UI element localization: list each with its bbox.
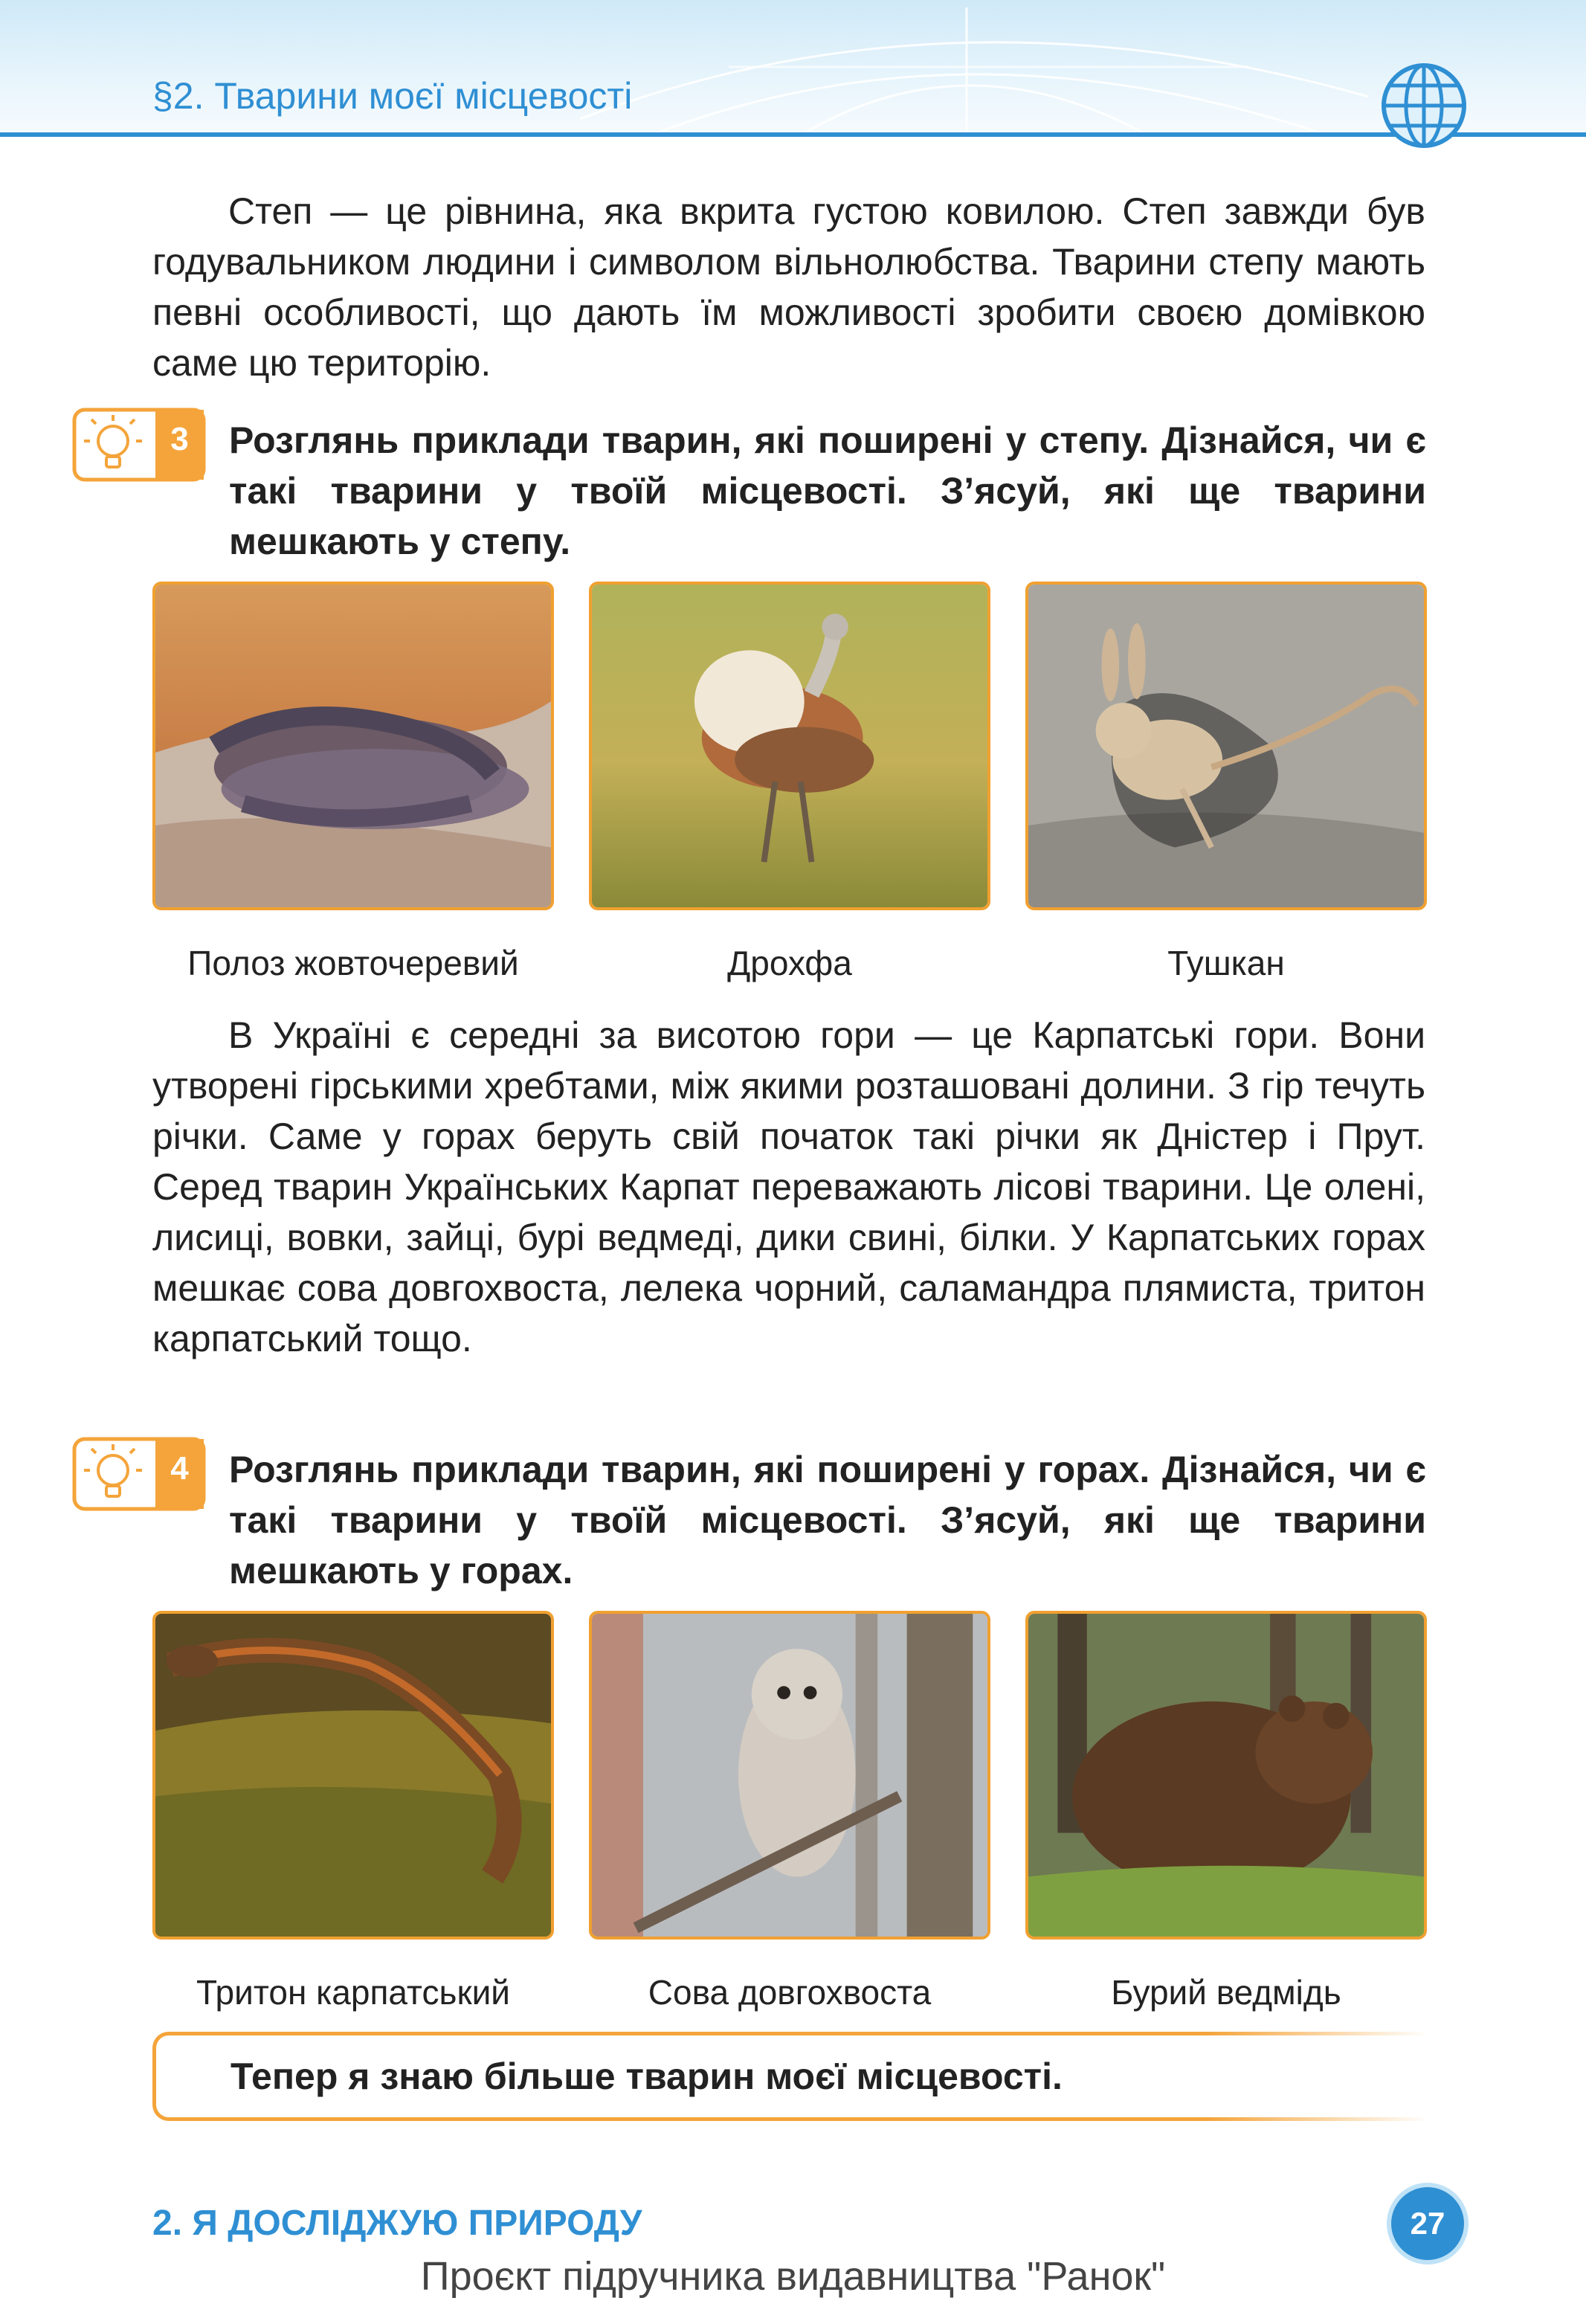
photo-snake [152,582,554,910]
caption-bustard: Дрохфа [727,944,852,982]
task-4-text: Розглянь приклади тварин, які поширені у горах. Дізнайся, чи є такі тварини у твоїй місцевості. З’ясуй, які ще тварини мешкають у горах. [229,1449,1426,1591]
caption-jerboa: Тушкан [1167,944,1285,982]
task-3-number: 3 [170,421,189,457]
header-decoration [580,7,1368,134]
page-number: 27 [1387,2183,1469,2265]
caption-newt: Тритон карпатський [196,1973,510,2012]
photo-owl [589,1611,990,1940]
task-3-text: Розглянь приклади тварин, які поширені у степу. Дізнайся, чи є такі тварини у твоїй місцевості. З’ясуй, які ще тварини мешкають у степу. [229,419,1426,562]
page-title: §2. Тварини моєї місцевості [152,75,633,117]
photo-jerboa [1025,582,1427,910]
caption-owl: Сова довгохвоста [648,1973,932,2012]
caption-snake: Полоз жовточеревий [187,944,519,982]
footer-section-title: 2. Я ДОСЛІДЖУЮ ПРИРОДУ [152,2204,642,2243]
globe-icon [1379,61,1469,150]
photo-newt [152,1611,554,1940]
footer-note: Проєкт підручника видавництва "Ранок" [420,2254,1166,2299]
intro-paragraph: Степ — це рівнина, яка вкрита густою ковилою. Степ завжди був годувальником людини і символом вільнолюбства. Тварини степу мають певні особливості, що дають їм можливості зробити своєю домівкою саме цю територію. [152,190,1425,384]
caption-bear: Бурий ведмідь [1111,1973,1341,2012]
mountains-paragraph: В Україні є середні за висотою гори — це Карпатські гори. Вони утворені гірськими хребтами, між якими розташовані долини. З гір течуть річки. Саме у горах беруть свій початок такі річки як Дністер і Прут. Серед тварин Українських Карпат переважають лісові тварини. Це олені, лисиці, вовки, зайці, бурі ведмеді, дики свині, білки. У Карпатських горах мешкає сова довгохвоста, лелека чорний, саламандра плямиста, тритон карпатський тощо. [152,1014,1425,1359]
photo-bear [1025,1611,1427,1940]
photo-bustard [589,582,990,910]
task-4-number: 4 [170,1450,189,1487]
header-rule [0,132,1586,137]
summary-text: Тепер я знаю більше тварин моєї місцевості. [231,2056,1063,2097]
summary-box [152,2032,1425,2121]
